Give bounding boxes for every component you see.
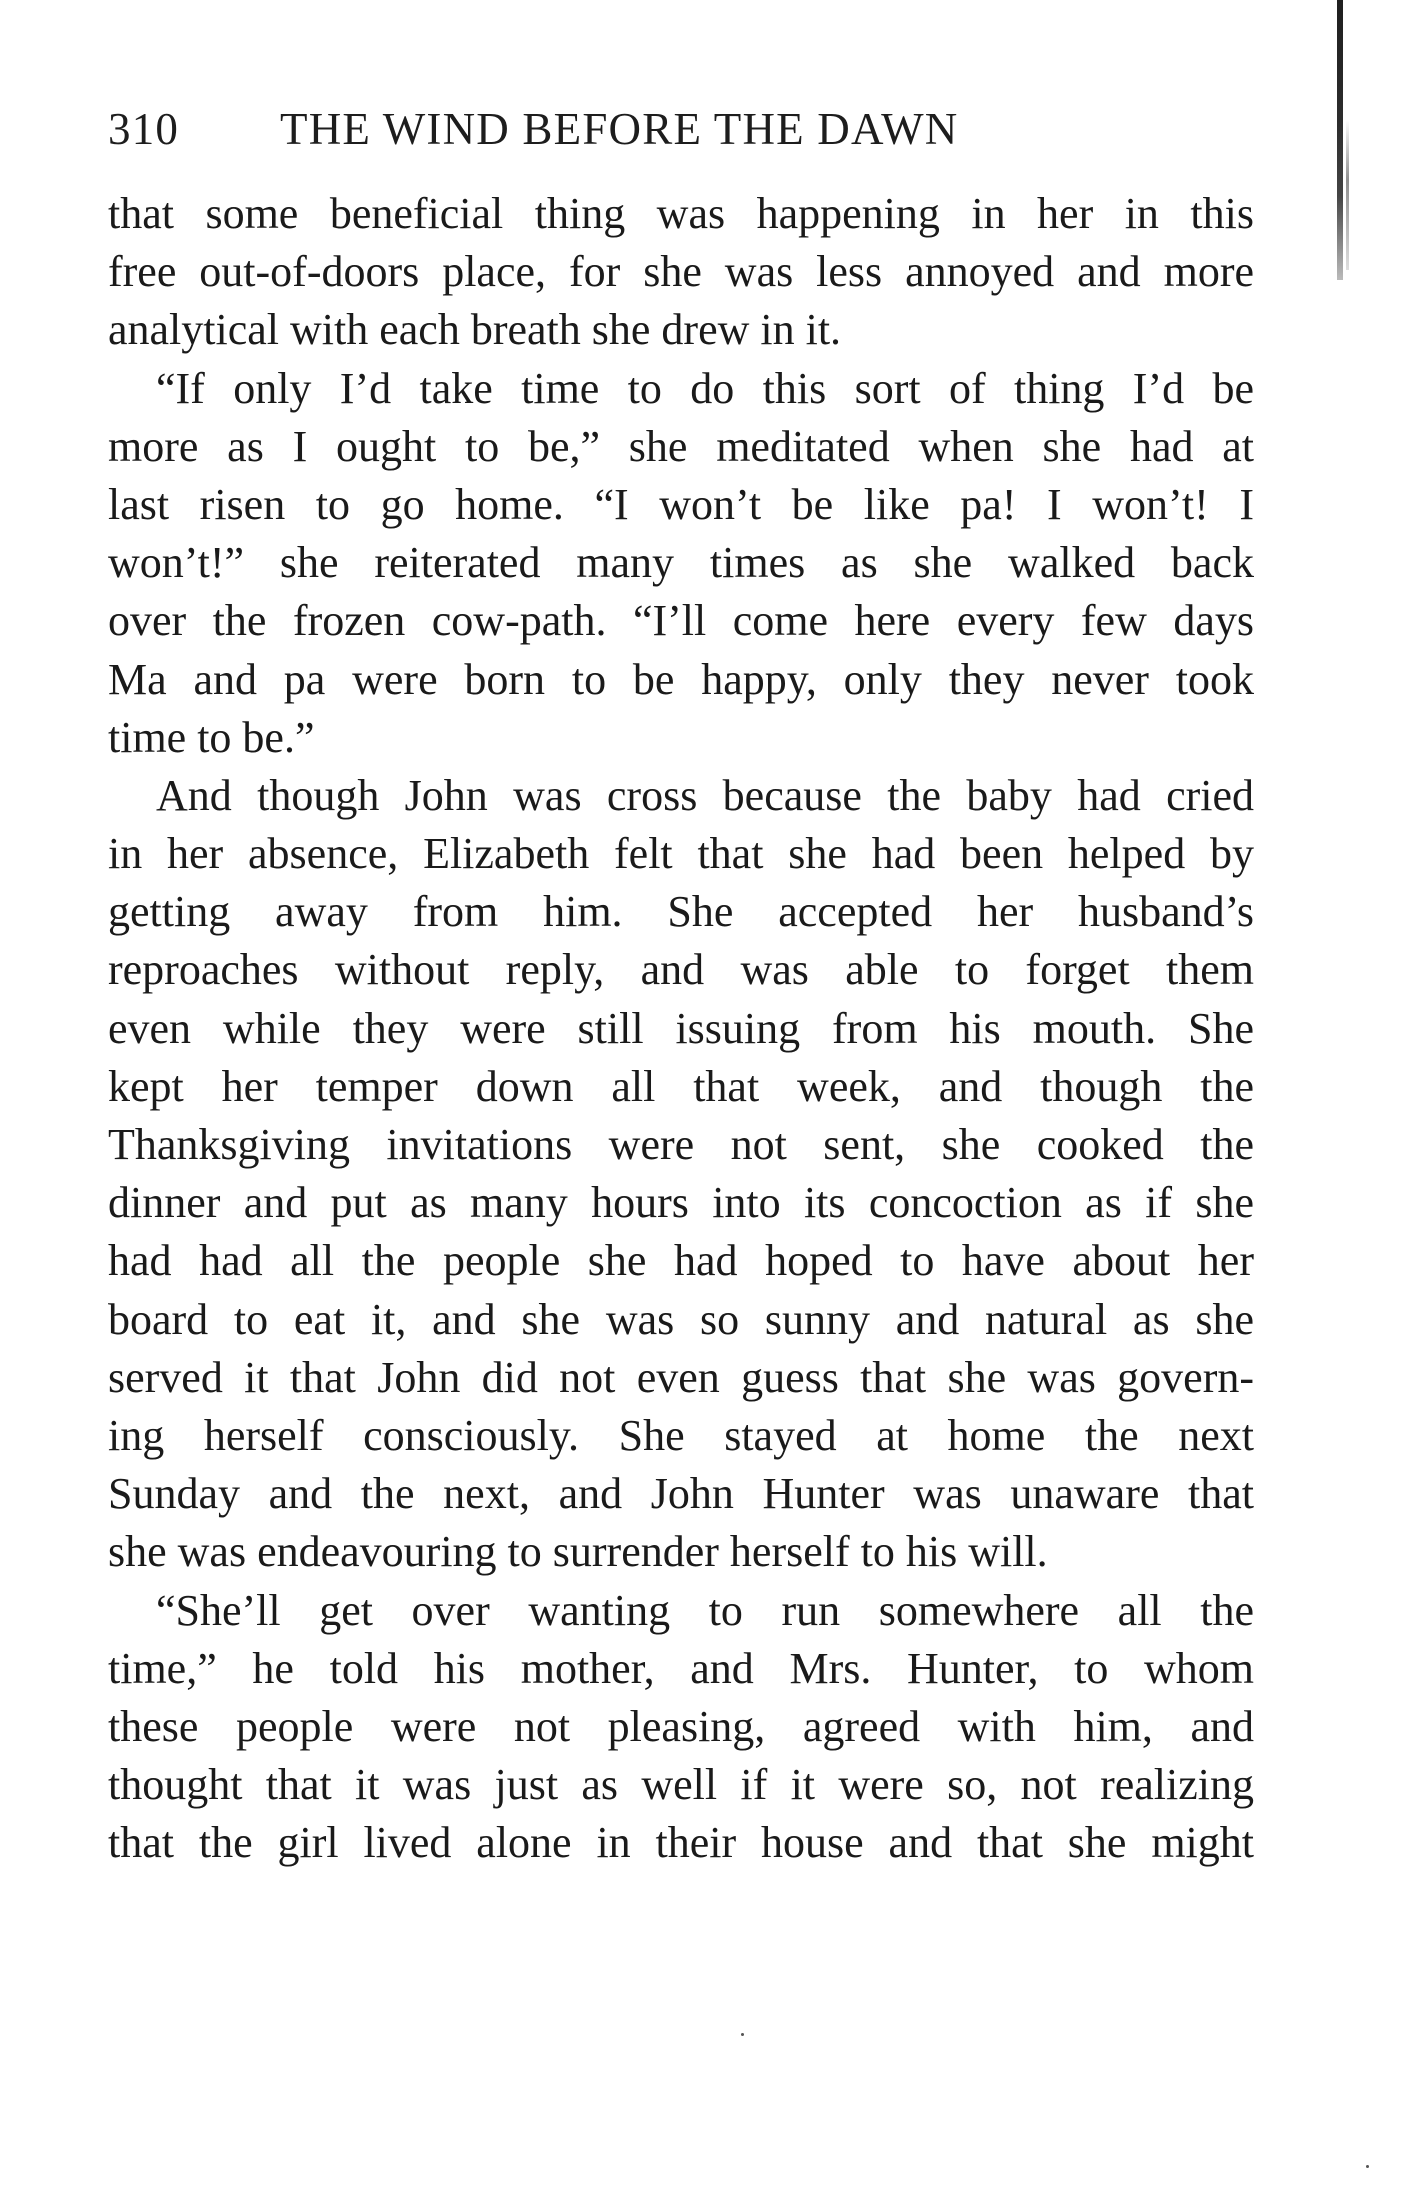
text-line: “She’ll get over wanting to run somewhere all the <box>156 1585 1254 1635</box>
text-line: getting away from him. She accepted her husband’s <box>108 887 1254 937</box>
text-line: she was endeavouring to surrender herself to his will. <box>108 1527 1048 1577</box>
text-line: had had all the people she had hoped to have about her <box>108 1236 1254 1286</box>
paper-speck <box>1366 2165 1369 2168</box>
running-header <box>108 103 1258 173</box>
text-line: over the frozen cow-path. “I’ll come here every few days <box>108 596 1254 646</box>
text-line: thought that it was just as well if it were so, not realizing <box>108 1760 1254 1810</box>
text-line: time,” he told his mother, and Mrs. Hunter, to whom <box>108 1643 1254 1693</box>
text-line: “If only I’d take time to do this sort of thing I’d be <box>156 363 1254 413</box>
text-line: analytical with each breath she drew in it. <box>108 305 842 355</box>
text-line: time to be.” <box>108 712 315 762</box>
page-number: 310 <box>108 104 180 154</box>
binding-shadow <box>1337 0 1343 280</box>
binding-shadow-edge <box>1346 120 1349 270</box>
text-line: even while they were still issuing from his mouth. She <box>108 1003 1254 1053</box>
text-line: these people were not pleasing, agreed with him, and <box>108 1701 1254 1751</box>
text-line: reproaches without reply, and was able to forget them <box>108 945 1254 995</box>
running-title: THE WIND BEFORE THE DAWN <box>280 104 959 154</box>
text-line: Thanksgiving invitations were not sent, she cooked the <box>108 1120 1254 1169</box>
text-line: dinner and put as many hours into its concoction as if she <box>108 1178 1254 1228</box>
text-line: free out-of-doors place, for she was less annoyed and more <box>108 247 1254 297</box>
text-line: more as I ought to be,” she meditated when she had at <box>108 421 1254 471</box>
text-line: board to eat it, and she was so sunny and natural as she <box>108 1294 1254 1344</box>
paper-speck <box>741 2033 744 2036</box>
body-text <box>108 185 1254 1872</box>
text-line: ing herself consciously. She stayed at home the next <box>108 1410 1254 1460</box>
text-line: won’t!” she reiterated many times as she walked back <box>108 538 1254 588</box>
text-line: Sunday and the next, and John Hunter was unaware that <box>108 1469 1254 1519</box>
text-line: that the girl lived alone in their house and that she might <box>108 1818 1254 1868</box>
text-line: And though John was cross because the baby had cried <box>156 770 1254 820</box>
text-line: served it that John did not even guess that she was govern- <box>108 1352 1254 1402</box>
text-line: Ma and pa were born to be happy, only they never took <box>108 654 1254 704</box>
text-line: last risen to go home. “I won’t be like pa! I won’t! I <box>108 479 1254 529</box>
text-line: in her absence, Elizabeth felt that she had been helped by <box>108 829 1254 879</box>
text-line: that some beneficial thing was happening in her in this <box>108 189 1254 238</box>
text-line: kept her temper down all that week, and though the <box>108 1061 1254 1111</box>
